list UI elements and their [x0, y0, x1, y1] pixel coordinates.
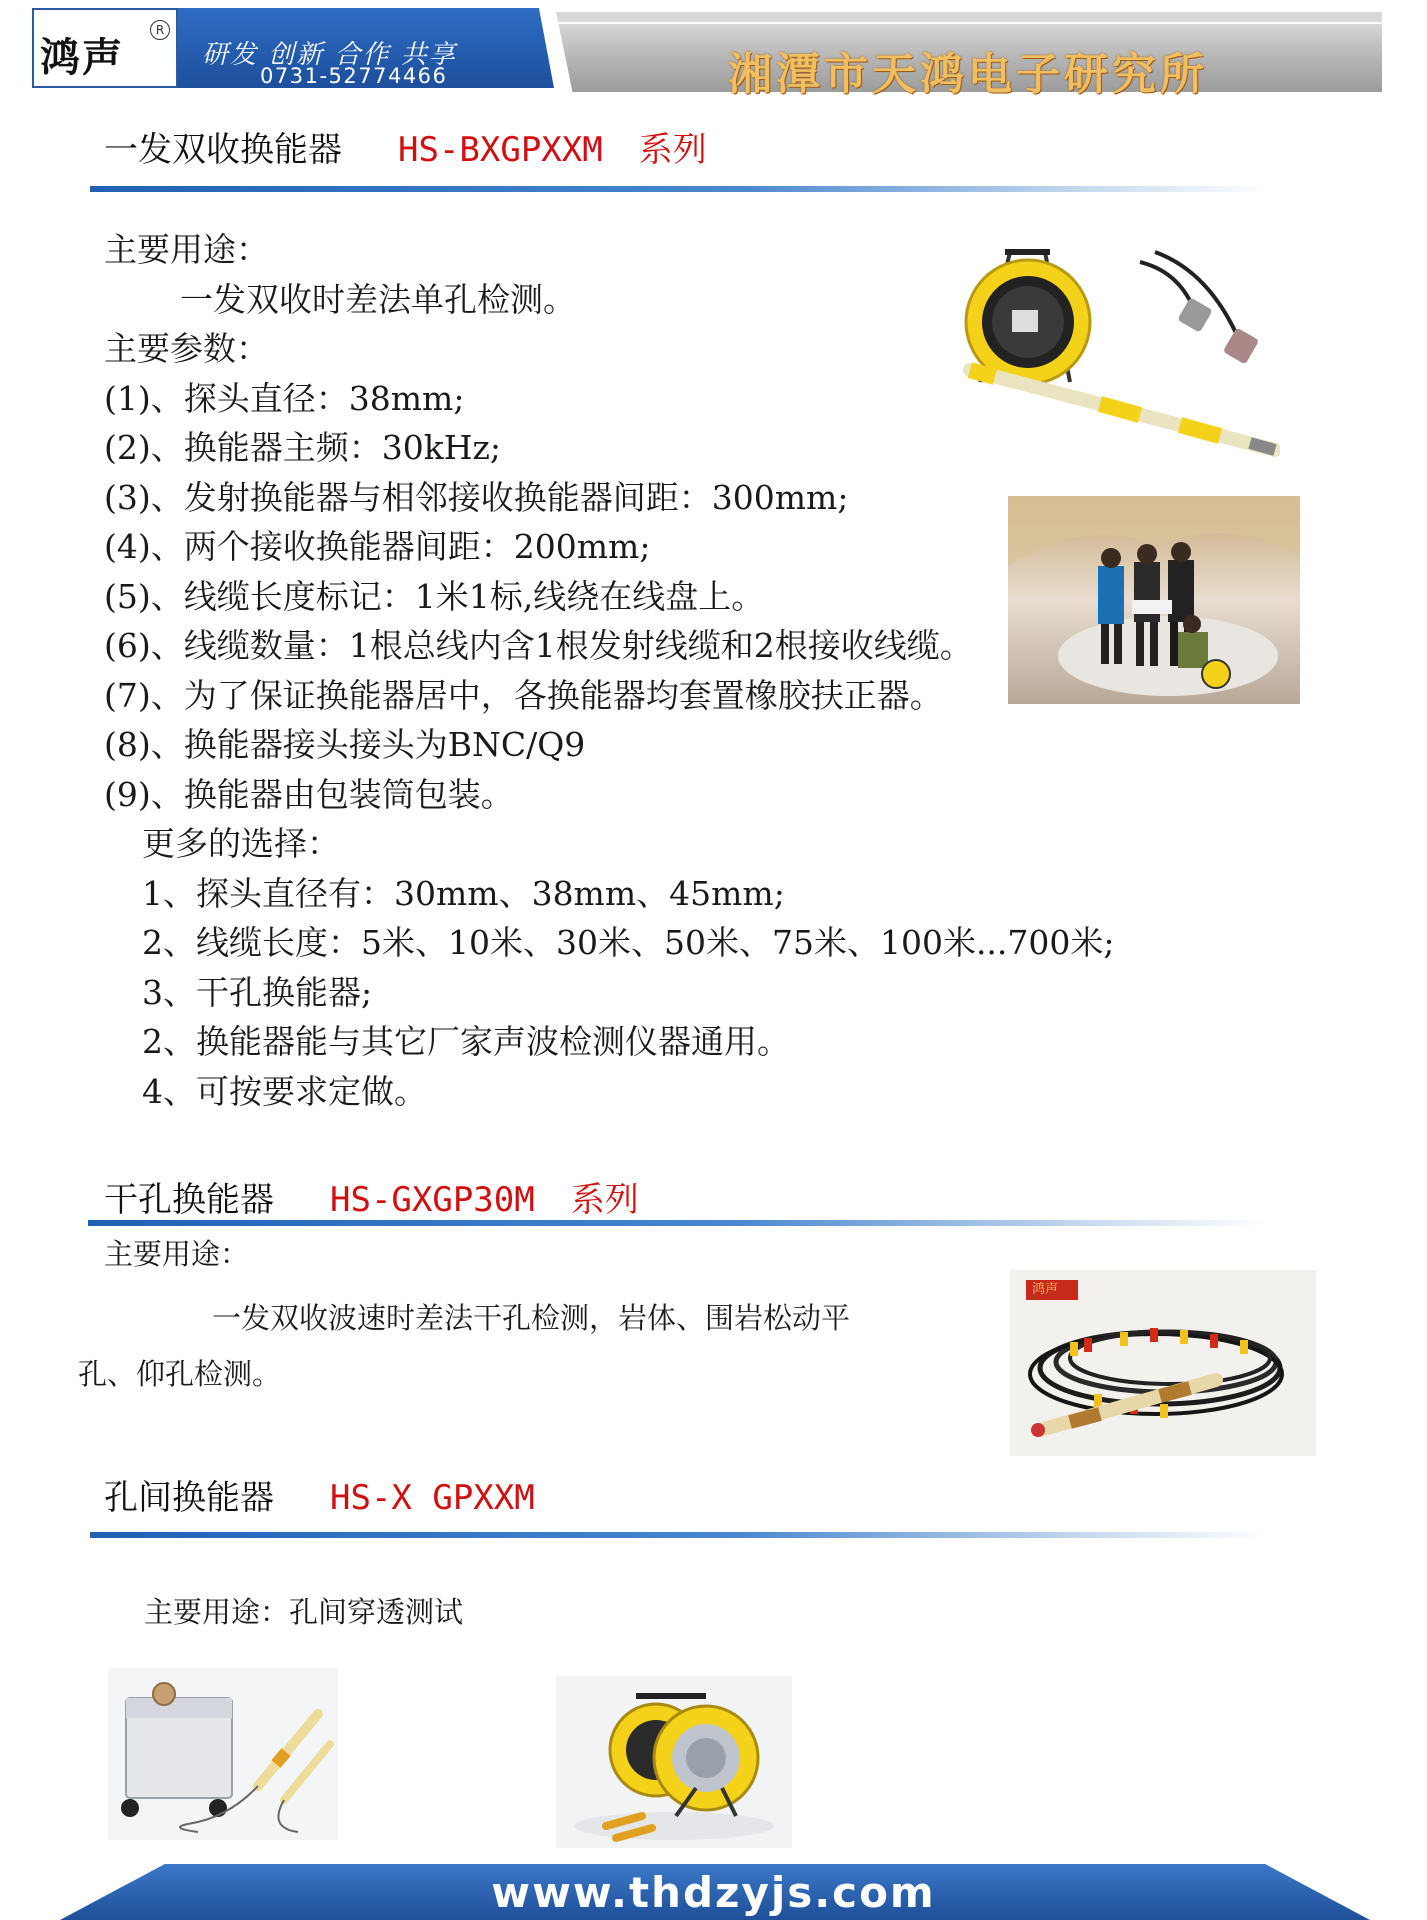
slogan: 研发 创新 合作 共享 — [202, 40, 457, 70]
section1-purpose-label: 主要用途： — [104, 230, 269, 269]
section2-title-text: 干孔换能器 — [104, 1180, 274, 1220]
param-item: (9)、换能器由包装筒包装。 — [104, 775, 514, 814]
product-photo-crosshole-box — [108, 1668, 338, 1840]
brand-logo — [32, 8, 178, 88]
param-item: (8)、换能器接头接头为BNC/Q9 — [104, 725, 586, 764]
page-header — [32, 8, 1382, 100]
reel-illustration — [950, 232, 1280, 468]
option-item: 1、探头直径有：30mm、38mm、45mm; — [142, 874, 785, 913]
section2-series: 系列 — [570, 1180, 639, 1220]
section3-purpose: 主要用途：孔间穿透测试 — [144, 1595, 464, 1629]
section1-divider — [90, 186, 1270, 192]
section2-title — [104, 1172, 639, 1221]
section2-model: HS-GXGP30M — [330, 1180, 535, 1220]
section3-title-text: 孔间换能器 — [104, 1478, 274, 1518]
dual-reel-illustration — [556, 1676, 792, 1848]
section1-title — [104, 122, 707, 171]
field-illustration — [1008, 496, 1300, 704]
param-item: (4)、两个接收换能器间距：200mm; — [104, 527, 651, 566]
cable-bundle-illustration — [1010, 1270, 1316, 1456]
option-item: 4、可按要求定做。 — [142, 1072, 427, 1111]
product-photo-dual-reels — [556, 1676, 792, 1848]
section3-title — [104, 1470, 535, 1519]
field-work-photo — [1008, 496, 1300, 704]
param-item: (7)、为了保证换能器居中，各换能器均套置橡胶扶正器。 — [104, 676, 943, 715]
section1-model: HS-BXGPXXM — [398, 130, 603, 170]
param-item: (5)、线缆长度标记：1米1标,线绕在线盘上。 — [104, 577, 765, 616]
page-footer — [0, 1864, 1427, 1920]
section1-more-label: 更多的选择： — [142, 824, 340, 863]
section3-divider — [90, 1532, 1270, 1538]
section2-purpose-label: 主要用途： — [104, 1237, 250, 1271]
registered-mark-icon: R — [150, 20, 170, 40]
box-probe-illustration — [108, 1668, 338, 1840]
section1-params-label: 主要参数： — [104, 329, 269, 368]
param-item: (3)、发射换能器与相邻接收换能器间距：300mm; — [104, 478, 849, 517]
param-item: (1)、探头直径：38mm; — [104, 379, 465, 418]
param-item: (6)、线缆数量：1根总线内含1根发射线缆和2根接收线缆。 — [104, 626, 973, 665]
option-item: 2、线缆长度：5米、10米、30米、50米、75米、100米...700米; — [142, 923, 1115, 962]
option-item: 3、干孔换能器; — [142, 973, 373, 1012]
phone-number: 0731-52774466 — [260, 64, 448, 88]
section1-title-text: 一发双收换能器 — [104, 130, 342, 170]
website-link[interactable]: www.thdzyjs.com — [491, 1868, 936, 1917]
photo-logo-label: 鸿声 — [1026, 1280, 1078, 1300]
product-photo-dryhole — [1010, 1270, 1316, 1456]
section2-divider — [88, 1220, 1268, 1226]
section3-model: HS-X GPXXM — [330, 1478, 535, 1518]
product-photo-reel — [950, 232, 1280, 468]
section1-purpose-text: 一发双收时差法单孔检测。 — [180, 280, 576, 319]
param-item: (2)、换能器主频：30kHz; — [104, 428, 502, 467]
section2-purpose-line1: 一发双收波速时差法干孔检测，岩体、围岩松动平 — [212, 1301, 851, 1335]
logo-text: 鸿声 — [40, 35, 124, 81]
company-name: 湘潭市天鸿电子研究所 — [728, 49, 1208, 100]
section2-purpose-line2: 孔、仰孔检测。 — [78, 1357, 282, 1391]
option-item: 2、换能器能与其它厂家声波检测仪器通用。 — [142, 1022, 790, 1061]
section1-series: 系列 — [638, 130, 707, 170]
